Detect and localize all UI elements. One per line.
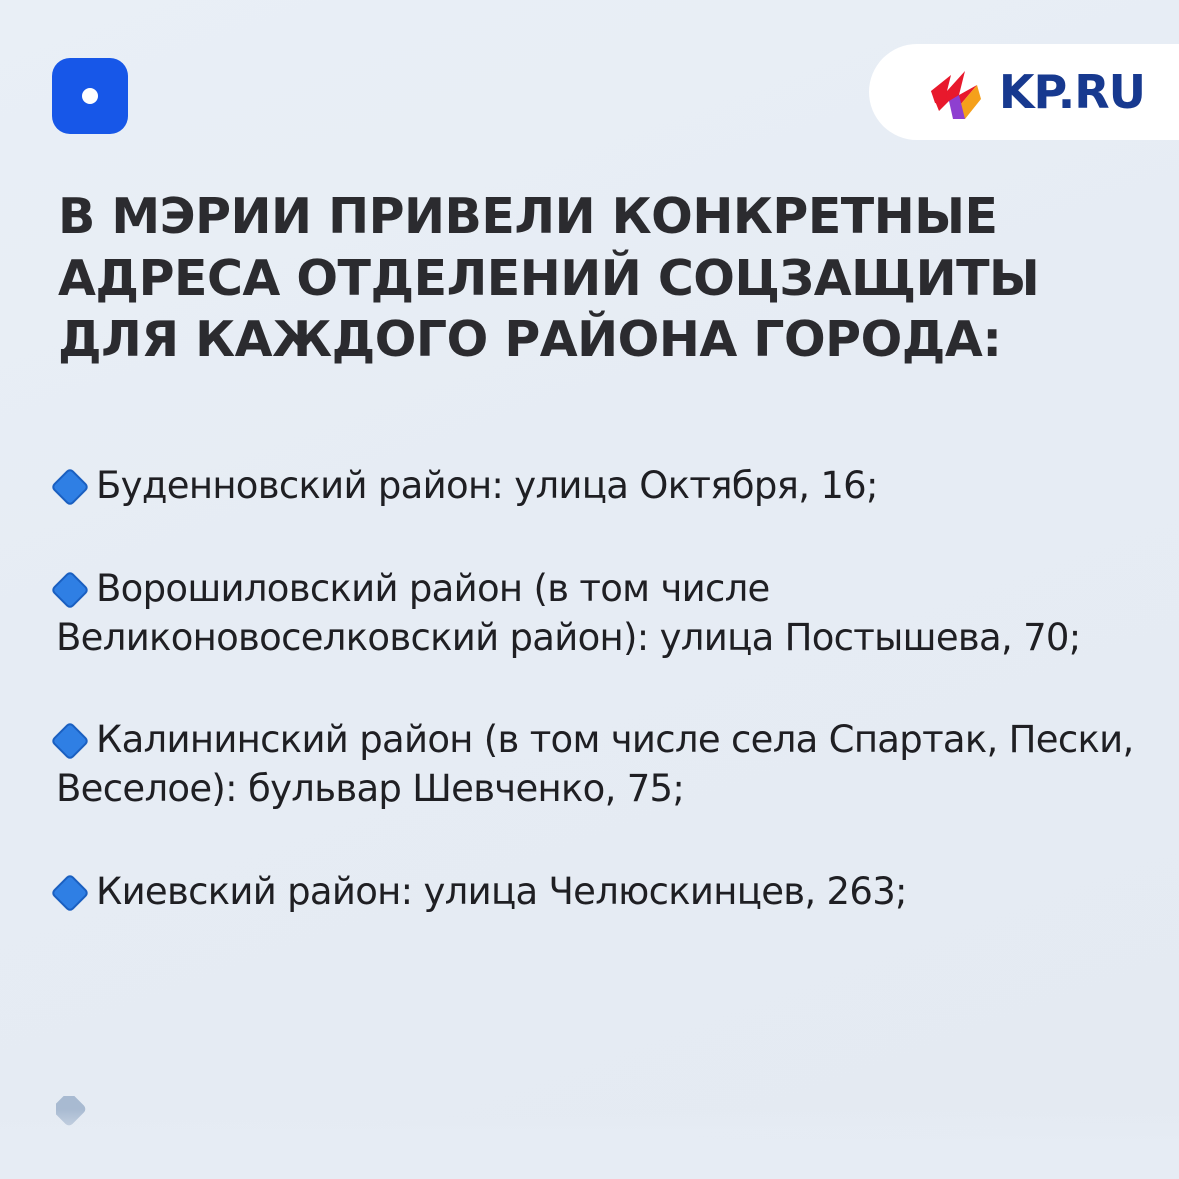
- page-title: В МЭРИИ ПРИВЕЛИ КОНКРЕТНЫЕ АДРЕСА ОТДЕЛЕНИЙ СОЦЗАЩИТЫ ДЛЯ КАЖДОГО РАЙОНА ГОРОДА:: [58, 188, 1040, 369]
- bottom-fade: [0, 1109, 1179, 1179]
- blue-diamond-icon: [50, 873, 90, 913]
- blue-diamond-icon: [50, 722, 90, 762]
- list-item-text: Буденновский район: улица Октября, 16;: [96, 464, 878, 507]
- list-item: [56, 716, 1146, 814]
- center-dot: [82, 88, 98, 104]
- blue-square-dot-icon: [52, 58, 128, 134]
- address-list: [56, 462, 1146, 971]
- kp-wordmark: KP.RU: [998, 65, 1145, 119]
- list-item: [56, 868, 1146, 917]
- list-item-text: Киевский район: улица Челюскинцев, 263;: [96, 870, 907, 914]
- blue-diamond-icon: [50, 570, 90, 610]
- kp-bird-icon: [925, 61, 985, 123]
- list-item-text: Ворошиловский район (в том числе Великоновоселковский район): улица Постышева, 70;: [56, 566, 1081, 659]
- blue-diamond-icon: [50, 467, 90, 507]
- list-item: [56, 462, 1146, 511]
- list-item: [56, 565, 1146, 663]
- list-item-text: Калининский район (в том числе села Спартак, Пески, Веселое): бульвар Шевченко, 75;: [56, 718, 1134, 811]
- kp-logo-plate: [869, 44, 1179, 140]
